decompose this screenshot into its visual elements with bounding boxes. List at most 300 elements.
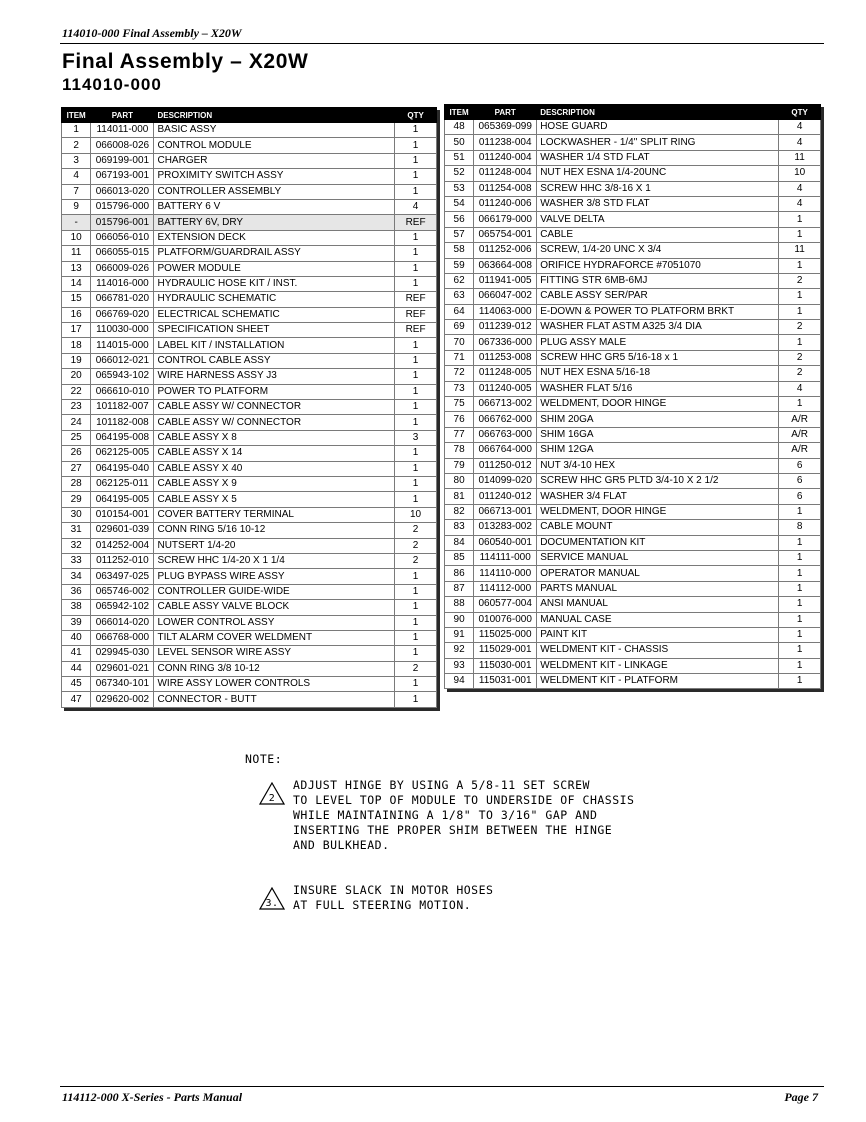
table-row bbox=[445, 443, 821, 458]
table-row bbox=[445, 658, 821, 673]
column-header-qty: QTY bbox=[779, 105, 821, 120]
header-divider bbox=[60, 43, 824, 44]
item-number-cell: 70 bbox=[445, 335, 474, 350]
table-row bbox=[445, 289, 821, 304]
quantity-cell: 1 bbox=[779, 227, 821, 242]
item-number-cell: 40 bbox=[62, 630, 91, 645]
footer-manual-title: 114112-000 X-Series - Parts Manual bbox=[62, 1090, 243, 1104]
item-number-cell: 13 bbox=[62, 261, 91, 276]
quantity-cell: 1 bbox=[395, 230, 437, 245]
quantity-cell: 6 bbox=[779, 473, 821, 488]
item-number-cell: 15 bbox=[62, 292, 91, 307]
table-row bbox=[62, 569, 437, 584]
description-cell: CHARGER bbox=[154, 153, 395, 168]
quantity-cell: 4 bbox=[779, 135, 821, 150]
item-number-cell: 92 bbox=[445, 643, 474, 658]
part-number-cell: 066763-000 bbox=[474, 427, 537, 442]
note-number: 2 bbox=[268, 793, 276, 804]
part-number-cell: 014099-020 bbox=[474, 473, 537, 488]
table-row bbox=[62, 276, 437, 291]
table-row bbox=[445, 304, 821, 319]
part-number-cell: 011240-004 bbox=[474, 150, 537, 165]
part-number-cell: 063664-008 bbox=[474, 258, 537, 273]
quantity-cell: 2 bbox=[779, 366, 821, 381]
description-cell: LOCKWASHER - 1/4" SPLIT RING bbox=[537, 135, 779, 150]
parts-table-right bbox=[444, 104, 821, 689]
description-cell: NUT 3/4-10 HEX bbox=[537, 458, 779, 473]
item-number-cell: 58 bbox=[445, 243, 474, 258]
part-number-cell: 066179-000 bbox=[474, 212, 537, 227]
item-number-cell: 64 bbox=[445, 304, 474, 319]
description-cell: WIRE HARNESS ASSY J3 bbox=[154, 369, 395, 384]
quantity-cell: A/R bbox=[779, 427, 821, 442]
quantity-cell: 1 bbox=[395, 615, 437, 630]
quantity-cell: 2 bbox=[395, 661, 437, 676]
table-row bbox=[445, 381, 821, 396]
description-cell: CABLE ASSY VALVE BLOCK bbox=[154, 600, 395, 615]
description-cell: HOSE GUARD bbox=[537, 120, 779, 135]
part-number-cell: 066769-020 bbox=[91, 307, 154, 322]
part-number-cell: 067193-001 bbox=[91, 169, 154, 184]
column-header-description: DESCRIPTION bbox=[537, 105, 779, 120]
part-number-cell: 029601-039 bbox=[91, 523, 154, 538]
item-number-cell: 25 bbox=[62, 430, 91, 445]
table-row bbox=[62, 138, 437, 153]
note-line: WHILE MAINTAINING A 1/8" TO 3/16" GAP AND bbox=[293, 808, 598, 822]
table-row bbox=[445, 643, 821, 658]
quantity-cell: 2 bbox=[395, 553, 437, 568]
quantity-cell: 1 bbox=[395, 338, 437, 353]
quantity-cell: 4 bbox=[779, 120, 821, 135]
part-number-cell: 060540-001 bbox=[474, 535, 537, 550]
item-number-cell: 62 bbox=[445, 273, 474, 288]
item-number-cell: 3 bbox=[62, 153, 91, 168]
item-number-cell: 75 bbox=[445, 397, 474, 412]
quantity-cell: 2 bbox=[395, 523, 437, 538]
description-cell: SCREW HHC 3/8-16 X 1 bbox=[537, 181, 779, 196]
part-number-cell: 066768-000 bbox=[91, 630, 154, 645]
quantity-cell: 1 bbox=[779, 627, 821, 642]
table-row bbox=[62, 246, 437, 261]
part-number-cell: 065943-102 bbox=[91, 369, 154, 384]
description-cell: E-DOWN & POWER TO PLATFORM BRKT bbox=[537, 304, 779, 319]
item-number-cell: 14 bbox=[62, 276, 91, 291]
table-row bbox=[62, 615, 437, 630]
table-row bbox=[62, 415, 437, 430]
table-row bbox=[445, 350, 821, 365]
quantity-cell: 3 bbox=[395, 430, 437, 445]
item-number-cell: 44 bbox=[62, 661, 91, 676]
item-number-cell: 79 bbox=[445, 458, 474, 473]
description-cell: NUT HEX ESNA 5/16-18 bbox=[537, 366, 779, 381]
table-row bbox=[445, 489, 821, 504]
description-cell: NUTSERT 1/4-20 bbox=[154, 538, 395, 553]
description-cell: LOWER CONTROL ASSY bbox=[154, 615, 395, 630]
table-row bbox=[445, 135, 821, 150]
table-row bbox=[62, 600, 437, 615]
description-cell: BASIC ASSY bbox=[154, 123, 395, 138]
description-cell: CONTROLLER ASSEMBLY bbox=[154, 184, 395, 199]
table-row bbox=[445, 566, 821, 581]
item-number-cell: 72 bbox=[445, 366, 474, 381]
description-cell: COVER BATTERY TERMINAL bbox=[154, 507, 395, 522]
part-number-cell: 115029-001 bbox=[474, 643, 537, 658]
description-cell: SCREW HHC GR5 5/16-18 x 1 bbox=[537, 350, 779, 365]
table-row bbox=[62, 692, 437, 707]
note-line: INSURE SLACK IN MOTOR HOSES bbox=[293, 883, 494, 897]
table-row bbox=[62, 661, 437, 676]
quantity-cell: 1 bbox=[395, 476, 437, 491]
quantity-cell: 1 bbox=[779, 397, 821, 412]
quantity-cell: 10 bbox=[779, 166, 821, 181]
quantity-cell: 1 bbox=[779, 289, 821, 304]
description-cell: PROXIMITY SWITCH ASSY bbox=[154, 169, 395, 184]
description-cell: PLUG BYPASS WIRE ASSY bbox=[154, 569, 395, 584]
part-number-cell: 114111-000 bbox=[474, 550, 537, 565]
item-number-cell: 45 bbox=[62, 677, 91, 692]
table-row bbox=[445, 397, 821, 412]
quantity-cell: REF bbox=[395, 215, 437, 230]
part-number-cell: 066013-020 bbox=[91, 184, 154, 199]
item-number-cell: 9 bbox=[62, 199, 91, 214]
table-row bbox=[445, 258, 821, 273]
quantity-cell: 1 bbox=[779, 658, 821, 673]
part-number-cell: 114011-000 bbox=[91, 123, 154, 138]
table-row bbox=[62, 261, 437, 276]
item-number-cell: 20 bbox=[62, 369, 91, 384]
quantity-cell: 1 bbox=[395, 630, 437, 645]
item-number-cell: 31 bbox=[62, 523, 91, 538]
description-cell: TILT ALARM COVER WELDMENT bbox=[154, 630, 395, 645]
description-cell: WASHER 3/8 STD FLAT bbox=[537, 196, 779, 211]
quantity-cell: 1 bbox=[779, 304, 821, 319]
part-number-cell: 066781-020 bbox=[91, 292, 154, 307]
table-row bbox=[62, 538, 437, 553]
description-cell: WASHER FLAT 5/16 bbox=[537, 381, 779, 396]
page-title: Final Assembly – X20W bbox=[62, 50, 309, 73]
description-cell: CONTROL MODULE bbox=[154, 138, 395, 153]
part-number-cell: 066047-002 bbox=[474, 289, 537, 304]
quantity-cell: A/R bbox=[779, 412, 821, 427]
part-number-cell: 014252-004 bbox=[91, 538, 154, 553]
part-number-cell: 064195-008 bbox=[91, 430, 154, 445]
description-cell: CABLE bbox=[537, 227, 779, 242]
table-row bbox=[62, 492, 437, 507]
table-row bbox=[62, 584, 437, 599]
description-cell: WASHER 3/4 FLAT bbox=[537, 489, 779, 504]
part-number-cell: 029601-021 bbox=[91, 661, 154, 676]
part-number-cell: 065942-102 bbox=[91, 600, 154, 615]
item-number-cell: 85 bbox=[445, 550, 474, 565]
quantity-cell: 4 bbox=[779, 381, 821, 396]
item-number-cell: 39 bbox=[62, 615, 91, 630]
description-cell: WELDMENT, DOOR HINGE bbox=[537, 397, 779, 412]
table-row bbox=[62, 230, 437, 245]
part-number-cell: 015796-000 bbox=[91, 199, 154, 214]
description-cell: SCREW HHC GR5 PLTD 3/4-10 X 2 1/2 bbox=[537, 473, 779, 488]
table-row bbox=[62, 630, 437, 645]
part-number-cell: 066610-010 bbox=[91, 384, 154, 399]
column-header-qty: QTY bbox=[395, 108, 437, 123]
quantity-cell: 1 bbox=[395, 692, 437, 707]
description-cell: SHIM 12GA bbox=[537, 443, 779, 458]
part-number-cell: 011252-010 bbox=[91, 553, 154, 568]
table-row bbox=[445, 273, 821, 288]
table-row bbox=[62, 507, 437, 522]
description-cell: CABLE ASSY X 40 bbox=[154, 461, 395, 476]
column-header-part: PART bbox=[474, 105, 537, 120]
quantity-cell: 1 bbox=[395, 461, 437, 476]
table-row bbox=[62, 307, 437, 322]
description-cell: LABEL KIT / INSTALLATION bbox=[154, 338, 395, 353]
table-row bbox=[62, 123, 437, 138]
item-number-cell: 87 bbox=[445, 581, 474, 596]
part-number-cell: 011250-012 bbox=[474, 458, 537, 473]
quantity-cell: 1 bbox=[779, 612, 821, 627]
notes-section bbox=[245, 752, 635, 943]
description-cell: DOCUMENTATION KIT bbox=[537, 535, 779, 550]
description-cell: PAINT KIT bbox=[537, 627, 779, 642]
item-number-cell: 84 bbox=[445, 535, 474, 550]
note-item bbox=[245, 883, 635, 913]
table-row bbox=[445, 520, 821, 535]
part-number-cell: 011941-005 bbox=[474, 273, 537, 288]
table-row bbox=[445, 427, 821, 442]
description-cell: CABLE ASSY X 8 bbox=[154, 430, 395, 445]
quantity-cell: 1 bbox=[779, 535, 821, 550]
table-row bbox=[62, 199, 437, 214]
table-row bbox=[62, 184, 437, 199]
description-cell: CONTROL CABLE ASSY bbox=[154, 353, 395, 368]
description-cell: ELECTRICAL SCHEMATIC bbox=[154, 307, 395, 322]
table-row bbox=[62, 292, 437, 307]
description-cell: PARTS MANUAL bbox=[537, 581, 779, 596]
description-cell: BATTERY 6 V bbox=[154, 199, 395, 214]
quantity-cell: 1 bbox=[779, 212, 821, 227]
item-number-cell: 77 bbox=[445, 427, 474, 442]
item-number-cell: 51 bbox=[445, 150, 474, 165]
warning-triangle-icon bbox=[259, 887, 285, 910]
item-number-cell: 82 bbox=[445, 504, 474, 519]
quantity-cell: REF bbox=[395, 292, 437, 307]
part-number-cell: 065369-099 bbox=[474, 120, 537, 135]
description-cell: CABLE MOUNT bbox=[537, 520, 779, 535]
item-number-cell: 27 bbox=[62, 461, 91, 476]
part-number-cell: 015796-001 bbox=[91, 215, 154, 230]
note-line: AND BULKHEAD. bbox=[293, 838, 390, 852]
description-cell: PLUG ASSY MALE bbox=[537, 335, 779, 350]
part-number-cell: 011240-012 bbox=[474, 489, 537, 504]
quantity-cell: 1 bbox=[395, 446, 437, 461]
description-cell: CABLE ASSY X 5 bbox=[154, 492, 395, 507]
part-number-cell: 062125-011 bbox=[91, 476, 154, 491]
part-number-cell: 110030-000 bbox=[91, 323, 154, 338]
item-number-cell: 80 bbox=[445, 473, 474, 488]
part-number-cell: 011248-004 bbox=[474, 166, 537, 181]
table-row bbox=[62, 677, 437, 692]
table-row bbox=[62, 215, 437, 230]
part-number-cell: 115025-000 bbox=[474, 627, 537, 642]
quantity-cell: 4 bbox=[779, 181, 821, 196]
part-number-cell: 101182-007 bbox=[91, 400, 154, 415]
quantity-cell: 1 bbox=[395, 123, 437, 138]
quantity-cell: 1 bbox=[779, 581, 821, 596]
quantity-cell: 11 bbox=[779, 150, 821, 165]
table-row bbox=[445, 150, 821, 165]
description-cell: NUT HEX ESNA 1/4-20UNC bbox=[537, 166, 779, 181]
description-cell: CABLE ASSY W/ CONNECTOR bbox=[154, 400, 395, 415]
quantity-cell: 2 bbox=[395, 538, 437, 553]
footer-page-number: Page 7 bbox=[784, 1090, 818, 1104]
item-number-cell: 41 bbox=[62, 646, 91, 661]
item-number-cell: 38 bbox=[62, 600, 91, 615]
quantity-cell: 6 bbox=[779, 458, 821, 473]
quantity-cell: 1 bbox=[395, 569, 437, 584]
item-number-cell: 29 bbox=[62, 492, 91, 507]
table-row bbox=[445, 674, 821, 689]
description-cell: SHIM 16GA bbox=[537, 427, 779, 442]
quantity-cell: REF bbox=[395, 307, 437, 322]
quantity-cell: 1 bbox=[395, 353, 437, 368]
item-number-cell: 88 bbox=[445, 597, 474, 612]
description-cell: SCREW HHC 1/4-20 X 1 1/4 bbox=[154, 553, 395, 568]
parts-table-left bbox=[61, 107, 437, 708]
quantity-cell: 6 bbox=[779, 489, 821, 504]
description-cell: WASHER 1/4 STD FLAT bbox=[537, 150, 779, 165]
part-number-cell: 114063-000 bbox=[474, 304, 537, 319]
quantity-cell: 1 bbox=[779, 597, 821, 612]
note-line: TO LEVEL TOP OF MODULE TO UNDERSIDE OF CHASSIS bbox=[293, 793, 635, 807]
item-number-cell: 83 bbox=[445, 520, 474, 535]
item-number-cell: 17 bbox=[62, 323, 91, 338]
part-number-cell: 066713-001 bbox=[474, 504, 537, 519]
description-cell: WELDMENT, DOOR HINGE bbox=[537, 504, 779, 519]
quantity-cell: 1 bbox=[395, 492, 437, 507]
item-number-cell: 4 bbox=[62, 169, 91, 184]
item-number-cell: 23 bbox=[62, 400, 91, 415]
quantity-cell: 2 bbox=[779, 320, 821, 335]
description-cell: CONN RING 3/8 10-12 bbox=[154, 661, 395, 676]
description-cell: SCREW, 1/4-20 UNC X 3/4 bbox=[537, 243, 779, 258]
quantity-cell: 1 bbox=[395, 246, 437, 261]
table-row bbox=[445, 458, 821, 473]
page-subtitle-part-number: 114010-000 bbox=[62, 75, 162, 94]
table-row bbox=[445, 550, 821, 565]
table-row bbox=[445, 535, 821, 550]
part-number-cell: 065746-002 bbox=[91, 584, 154, 599]
quantity-cell: 1 bbox=[395, 153, 437, 168]
part-number-cell: 011240-006 bbox=[474, 196, 537, 211]
item-number-cell: 63 bbox=[445, 289, 474, 304]
table-row bbox=[445, 181, 821, 196]
item-number-cell: 54 bbox=[445, 196, 474, 211]
quantity-cell: REF bbox=[395, 323, 437, 338]
part-number-cell: 011248-005 bbox=[474, 366, 537, 381]
table-row bbox=[62, 430, 437, 445]
quantity-cell: 1 bbox=[395, 415, 437, 430]
item-number-cell: 30 bbox=[62, 507, 91, 522]
quantity-cell: 1 bbox=[395, 600, 437, 615]
description-cell: FITTING STR 6MB-6MJ bbox=[537, 273, 779, 288]
quantity-cell: 1 bbox=[779, 335, 821, 350]
description-cell: SPECIFICATION SHEET bbox=[154, 323, 395, 338]
description-cell: WIRE ASSY LOWER CONTROLS bbox=[154, 677, 395, 692]
item-number-cell: 93 bbox=[445, 658, 474, 673]
quantity-cell: 1 bbox=[395, 184, 437, 199]
column-header-item: ITEM bbox=[445, 105, 474, 120]
item-number-cell: 24 bbox=[62, 415, 91, 430]
item-number-cell: 19 bbox=[62, 353, 91, 368]
part-number-cell: 029945-030 bbox=[91, 646, 154, 661]
item-number-cell: 7 bbox=[62, 184, 91, 199]
part-number-cell: 114016-000 bbox=[91, 276, 154, 291]
part-number-cell: 065754-001 bbox=[474, 227, 537, 242]
quantity-cell: 1 bbox=[779, 643, 821, 658]
item-number-cell: 57 bbox=[445, 227, 474, 242]
table-row bbox=[62, 323, 437, 338]
quantity-cell: 4 bbox=[779, 196, 821, 211]
part-number-cell: 066055-015 bbox=[91, 246, 154, 261]
item-number-cell: 22 bbox=[62, 384, 91, 399]
note-line: ADJUST HINGE BY USING A 5/8-11 SET SCREW bbox=[293, 778, 590, 792]
table-row bbox=[445, 366, 821, 381]
table-row bbox=[62, 646, 437, 661]
description-cell: CONTROLLER GUIDE-WIDE bbox=[154, 584, 395, 599]
description-cell: CONNECTOR - BUTT bbox=[154, 692, 395, 707]
quantity-cell: 1 bbox=[779, 566, 821, 581]
item-number-cell: 34 bbox=[62, 569, 91, 584]
column-header-item: ITEM bbox=[62, 108, 91, 123]
description-cell: ANSI MANUAL bbox=[537, 597, 779, 612]
part-number-cell: 115031-001 bbox=[474, 674, 537, 689]
part-number-cell: 066009-026 bbox=[91, 261, 154, 276]
quantity-cell: 1 bbox=[779, 550, 821, 565]
table-row bbox=[62, 338, 437, 353]
quantity-cell: 1 bbox=[395, 677, 437, 692]
table-row bbox=[445, 166, 821, 181]
table-row bbox=[62, 476, 437, 491]
part-number-cell: 011254-008 bbox=[474, 181, 537, 196]
table-row bbox=[62, 523, 437, 538]
table-row bbox=[445, 212, 821, 227]
item-number-cell: 81 bbox=[445, 489, 474, 504]
item-number-cell: 71 bbox=[445, 350, 474, 365]
description-cell: WELDMENT KIT - PLATFORM bbox=[537, 674, 779, 689]
description-cell: SHIM 20GA bbox=[537, 412, 779, 427]
item-number-cell: 1 bbox=[62, 123, 91, 138]
item-number-cell: 47 bbox=[62, 692, 91, 707]
table-row bbox=[445, 227, 821, 242]
table-row bbox=[62, 369, 437, 384]
item-number-cell: 94 bbox=[445, 674, 474, 689]
part-number-cell: 010076-000 bbox=[474, 612, 537, 627]
table-row bbox=[445, 581, 821, 596]
part-number-cell: 066764-000 bbox=[474, 443, 537, 458]
note-number: 3. bbox=[265, 898, 279, 909]
quantity-cell: 1 bbox=[395, 276, 437, 291]
quantity-cell: 1 bbox=[395, 646, 437, 661]
table-row bbox=[445, 504, 821, 519]
table-row bbox=[445, 320, 821, 335]
part-number-cell: 062125-005 bbox=[91, 446, 154, 461]
table-header-row bbox=[445, 105, 821, 120]
description-cell: CABLE ASSY W/ CONNECTOR bbox=[154, 415, 395, 430]
column-header-description: DESCRIPTION bbox=[154, 108, 395, 123]
quantity-cell: 1 bbox=[395, 261, 437, 276]
item-number-cell: 33 bbox=[62, 553, 91, 568]
description-cell: HYDRAULIC HOSE KIT / INST. bbox=[154, 276, 395, 291]
part-number-cell: 115030-001 bbox=[474, 658, 537, 673]
